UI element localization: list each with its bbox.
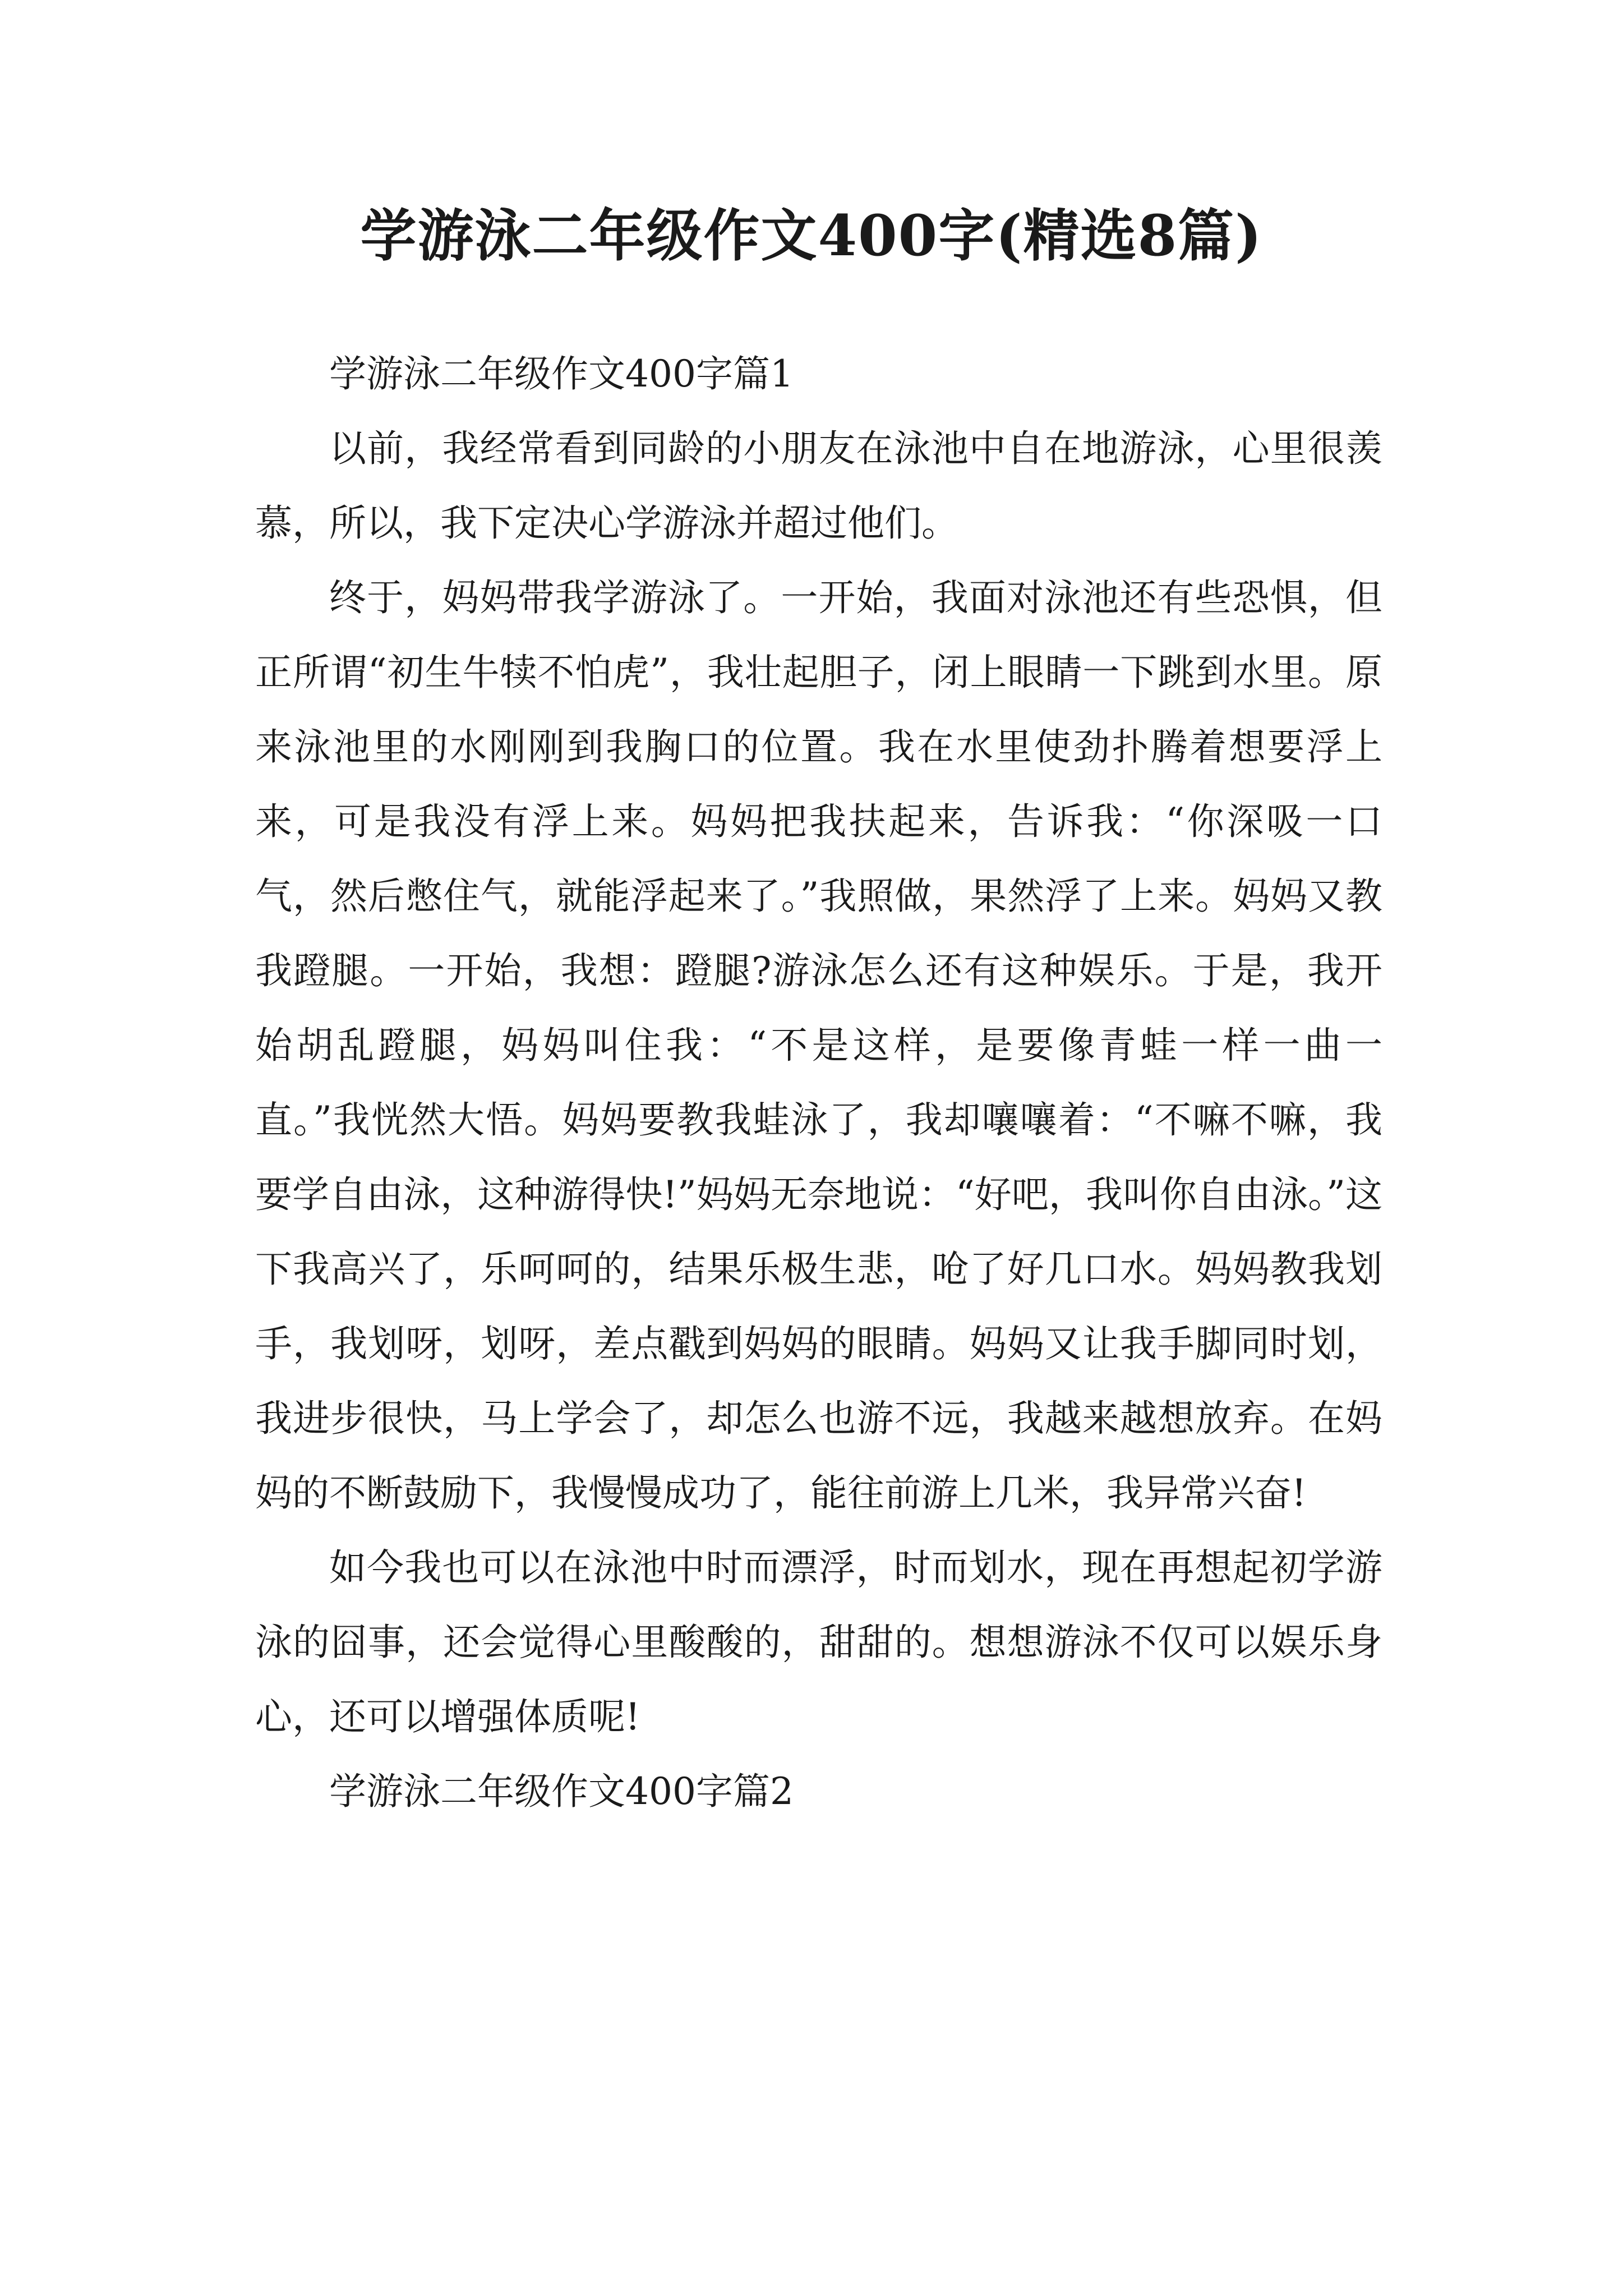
paragraph-3: 如今我也可以在泳池中时而漂浮，时而划水，现在再想起初学游泳的囧事，还会觉得心里酸酸的，甜甜的。想想游泳不仅可以娱乐身心，还可以增强体质呢! [255,1546,1382,1738]
paragraph-1: 以前，我经常看到同龄的小朋友在泳池中自在地游泳，心里很羡慕，所以，我下定决心学游泳并超过他们。 [255,427,1382,545]
paragraph-2: 终于，妈妈带我学游泳了。一开始，我面对泳池还有些恐惧，但正所谓“初生牛犊不怕虎”，我壮起胆子，闭上眼睛一下跳到水里。原来泳池里的水刚刚到我胸口的位置。我在水里使劲扑腾着想要浮上来，可是我没有浮上来。妈妈把我扶起来，告诉我：“你深吸一口气，然后憋住气，就能浮起来了。”我照做，果然浮了上来。妈妈又教我蹬腿。一开始，我想：蹬腿?游泳怎么还有这种娱乐。于是，我开始胡乱蹬腿，妈妈叫住我：“不是这样，是要像青蛙一样一曲一直。”我恍然大悟。妈妈要教我蛙泳了，我却嚷嚷着：“不嘛不嘛，我要学自由泳，这种游得快!”妈妈无奈地说：“好吧，我叫你自由泳。”这下我高兴了，乐呵呵的，结果乐极生悲，呛了好几口水。妈妈教我划手，我划呀，划呀，差点戳到妈妈的眼睛。妈妈又让我手脚同时划，我进步很快，马上学会了，却怎么也游不远，我越来越想放弃。在妈妈的不断鼓励下，我慢慢成功了，能往前游上几米，我异常兴奋! [255,576,1382,1515]
document-title: 学游泳二年级作文400字(精选8篇) [360,203,1263,269]
section-heading-1: 学游泳二年级作文400字篇1 [329,352,794,395]
document-body [255,337,1382,1829]
section-heading-2: 学游泳二年级作文400字篇2 [329,1770,794,1813]
